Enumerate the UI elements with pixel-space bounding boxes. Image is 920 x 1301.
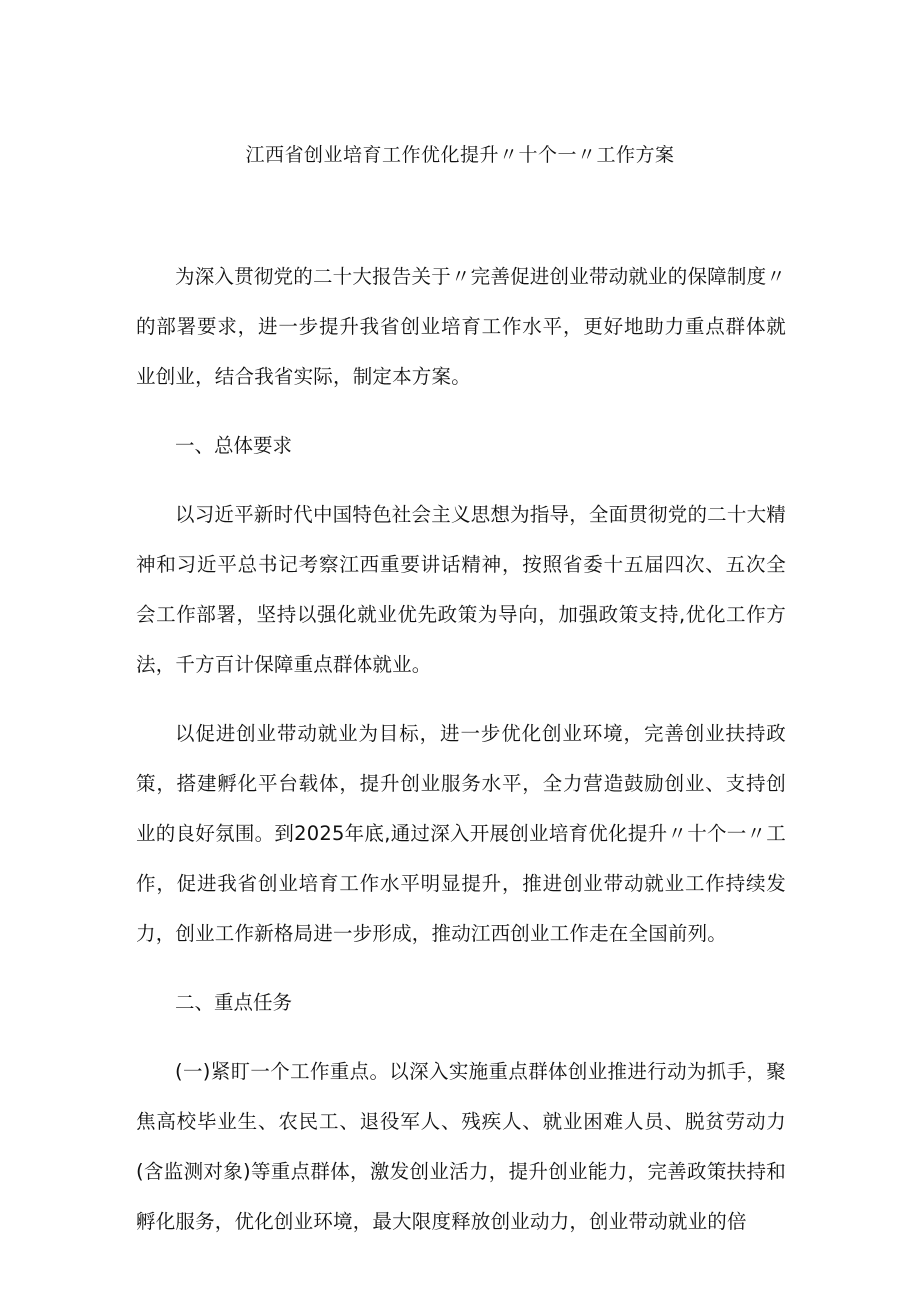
paragraph-intro: 为深入贯彻党的二十大报告关于〃完善促进创业带动就业的保障制度〃的部署要求，进一步提升我省创业培育工作水平，更好地助力重点群体就业创业，结合我省实际，制定本方案。 <box>136 265 786 388</box>
paragraph-task-one: (一)紧盯一个工作重点。以深入实施重点群体创业推进行动为抓手，聚焦高校毕业生、农民工、退役军人、残疾人、就业困难人员、脱贫劳动力(含监测对象)等重点群体，激发创业活力，提升创业能力，完善政策扶持和孵化服务，优化创业环境，最大限度释放创业动力，创业带动就业的倍 <box>136 1060 786 1233</box>
document-body <box>136 252 786 1266</box>
section-heading-general-requirements: 一、总体要求 <box>175 434 293 457</box>
document-title: 江西省创业培育工作优化提升〃十个一〃工作方案 <box>245 144 675 166</box>
paragraph-goals: 以促进创业带动就业为目标，进一步优化创业环境，完善创业扶持政策，搭建孵化平台载体，提升创业服务水平，全力营造鼓励创业、支持创业的良好氛围。到2025年底,通过深入开展创业培育优化提升〃十个一〃工作，促进我省创业培育工作水平明显提升，推进创业带动就业工作持续发力，创业工作新格局进一步形成，推动江西创业工作走在全国前列。 <box>136 722 786 945</box>
paragraph-guiding-principle: 以习近平新时代中国特色社会主义思想为指导，全面贯彻党的二十大精神和习近平总书记考察江西重要讲话精神，按照省委十五届四次、五次全会工作部署，坚持以强化就业优先政策为导向，加强政策支持,优化工作方法，千方百计保障重点群体就业。 <box>136 503 786 676</box>
section-heading-key-tasks: 二、重点任务 <box>175 991 293 1014</box>
